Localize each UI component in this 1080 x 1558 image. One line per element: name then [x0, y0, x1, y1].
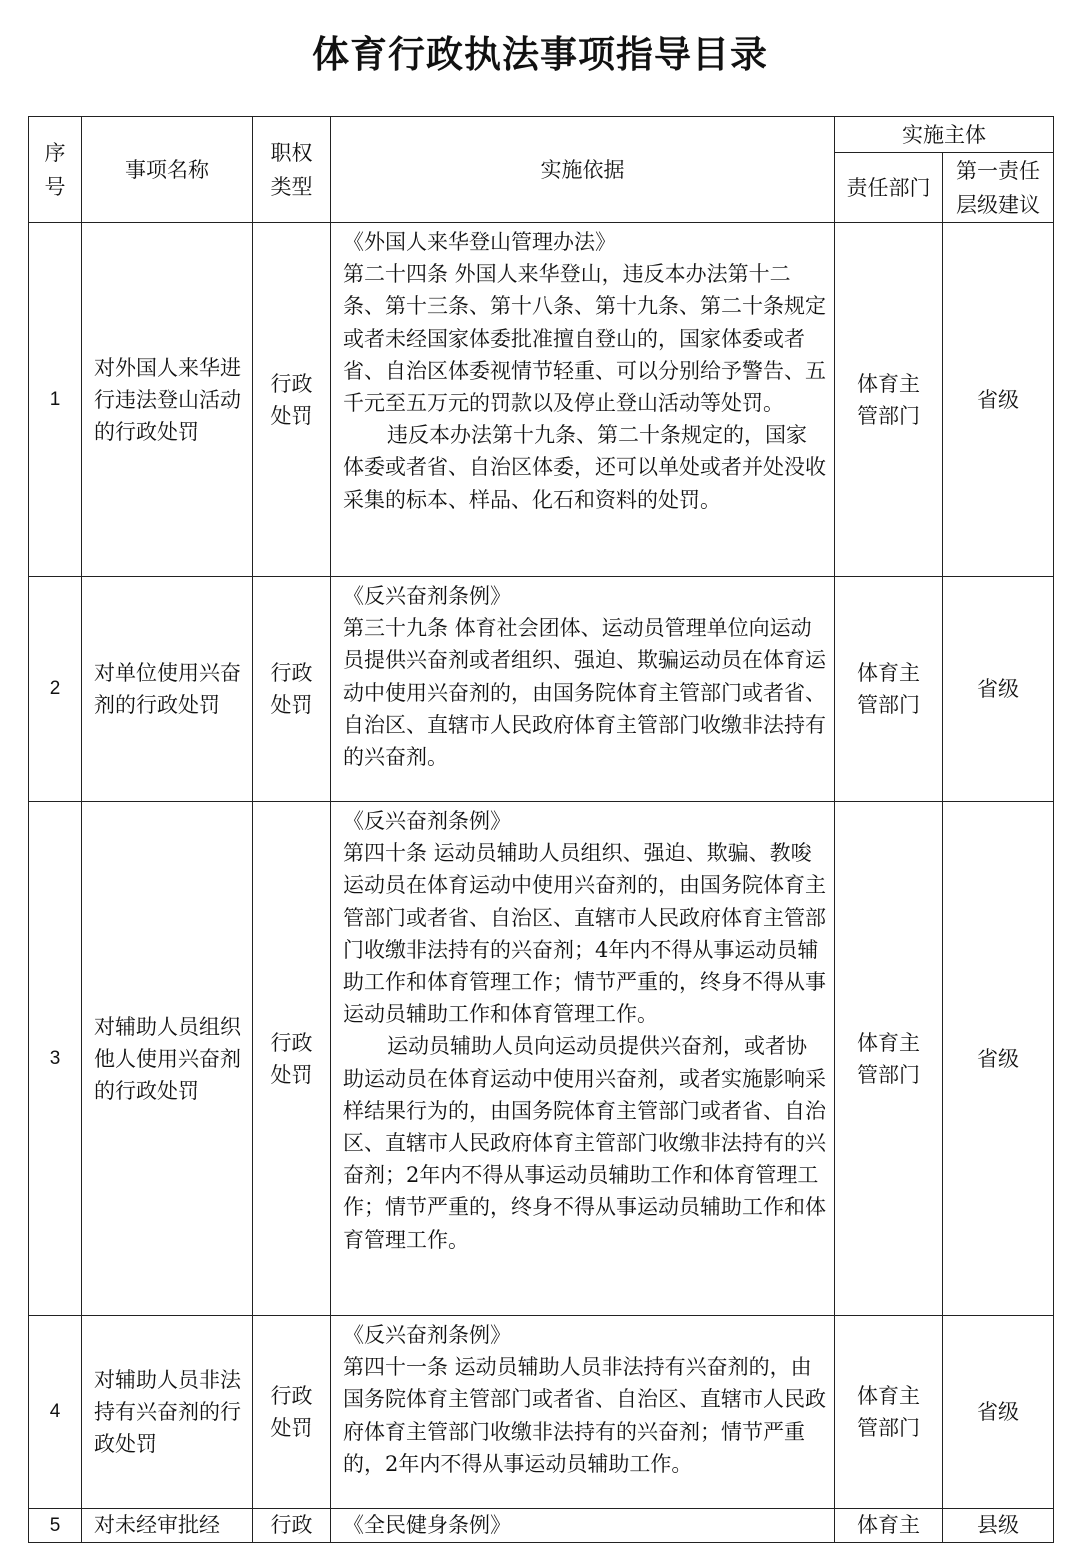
header-no: 序号	[29, 117, 82, 223]
row-basis	[331, 802, 835, 1316]
table-row	[29, 577, 1054, 802]
header-level: 第一责任层级建议	[943, 153, 1054, 223]
law-title: 《全民健身条例》	[343, 1513, 511, 1537]
law-title: 《反兴奋剂条例》	[343, 809, 511, 833]
row-no: 3	[29, 802, 82, 1316]
law-extra: 违反本办法第十九条、第二十条规定的，国家体委或者省、自治区体委，还可以单处或者并处没收采集的标本、样品、化石和资料的处罚。	[343, 423, 826, 512]
row-no: 5	[29, 1509, 82, 1543]
row-dept: 体育主管部门	[835, 223, 943, 577]
law-title: 《反兴奋剂条例》	[343, 1323, 511, 1347]
row-basis	[331, 223, 835, 577]
table-row	[29, 223, 1054, 577]
header-subject: 实施主体	[835, 117, 1054, 153]
law-article: 第二十四条 外国人来华登山，违反本办法第十二条、第十三条、第十八条、第十九条、第二十条规定或者未经国家体委批准擅自登山的，国家体委或者省、自治区体委视情节轻重、可以分别给予警告、五千元至五万元的罚款以及停止登山活动等处罚。	[343, 262, 826, 416]
row-type: 行政处罚	[253, 802, 331, 1316]
row-name: 对未经审批经	[82, 1509, 253, 1543]
law-article: 第四十一条 运动员辅助人员非法持有兴奋剂的，由国务院体育主管部门或者省、自治区、直辖市人民政府体育主管部门收缴非法持有的兴奋剂；情节严重的，2年内不得从事运动员辅助工作。	[343, 1355, 826, 1476]
table-row	[29, 802, 1054, 1316]
row-type: 行政处罚	[253, 577, 331, 802]
table-row	[29, 1316, 1054, 1509]
table-row	[29, 1509, 1054, 1543]
row-level: 省级	[943, 1316, 1054, 1509]
row-level: 省级	[943, 223, 1054, 577]
row-dept: 体育主管部门	[835, 802, 943, 1316]
header-basis: 实施依据	[331, 117, 835, 223]
row-type: 行政处罚	[253, 223, 331, 577]
header-name: 事项名称	[82, 117, 253, 223]
law-title: 《反兴奋剂条例》	[343, 584, 511, 608]
row-level: 省级	[943, 802, 1054, 1316]
row-basis	[331, 1509, 835, 1543]
row-no: 4	[29, 1316, 82, 1509]
row-type: 行政处罚	[253, 1316, 331, 1509]
row-no: 2	[29, 577, 82, 802]
row-basis	[331, 1316, 835, 1509]
row-type: 行政	[253, 1509, 331, 1543]
law-article: 第四十条 运动员辅助人员组织、强迫、欺骗、教唆运动员在体育运动中使用兴奋剂的，由国务院体育主管部门或者省、自治区、直辖市人民政府体育主管部门收缴非法持有的兴奋剂；4年内不得从事运动员辅助工作和体育管理工作；情节严重的，终身不得从事运动员辅助工作和体育管理工作。	[343, 841, 826, 1027]
row-level: 省级	[943, 577, 1054, 802]
catalog-table	[28, 116, 1054, 1543]
page-title: 体育行政执法事项指导目录	[312, 33, 768, 76]
row-dept: 体育主	[835, 1509, 943, 1543]
law-extra: 运动员辅助人员向运动员提供兴奋剂，或者协助运动员在体育运动中使用兴奋剂，或者实施影响采样结果行为的，由国务院体育主管部门或者省、自治区、直辖市人民政府体育主管部门收缴非法持有的兴奋剂；2年内不得从事运动员辅助工作和体育管理工作；情节严重的，终身不得从事运动员辅助工作和体育管理工作。	[343, 1034, 826, 1252]
header-type: 职权类型	[253, 117, 331, 223]
row-name: 对辅助人员组织他人使用兴奋剂的行政处罚	[82, 802, 253, 1316]
law-article: 第三十九条 体育社会团体、运动员管理单位向运动员提供兴奋剂或者组织、强迫、欺骗运动员在体育运动中使用兴奋剂的，由国务院体育主管部门或者省、自治区、直辖市人民政府体育主管部门收缴非法持有的兴奋剂。	[343, 616, 826, 770]
row-basis	[331, 577, 835, 802]
row-name: 对单位使用兴奋剂的行政处罚	[82, 577, 253, 802]
row-no: 1	[29, 223, 82, 577]
row-dept: 体育主管部门	[835, 577, 943, 802]
law-title: 《外国人来华登山管理办法》	[343, 230, 616, 254]
row-name: 对外国人来华进行违法登山活动的行政处罚	[82, 223, 253, 577]
row-name: 对辅助人员非法持有兴奋剂的行政处罚	[82, 1316, 253, 1509]
header-dept: 责任部门	[835, 153, 943, 223]
row-dept: 体育主管部门	[835, 1316, 943, 1509]
row-level: 县级	[943, 1509, 1054, 1543]
